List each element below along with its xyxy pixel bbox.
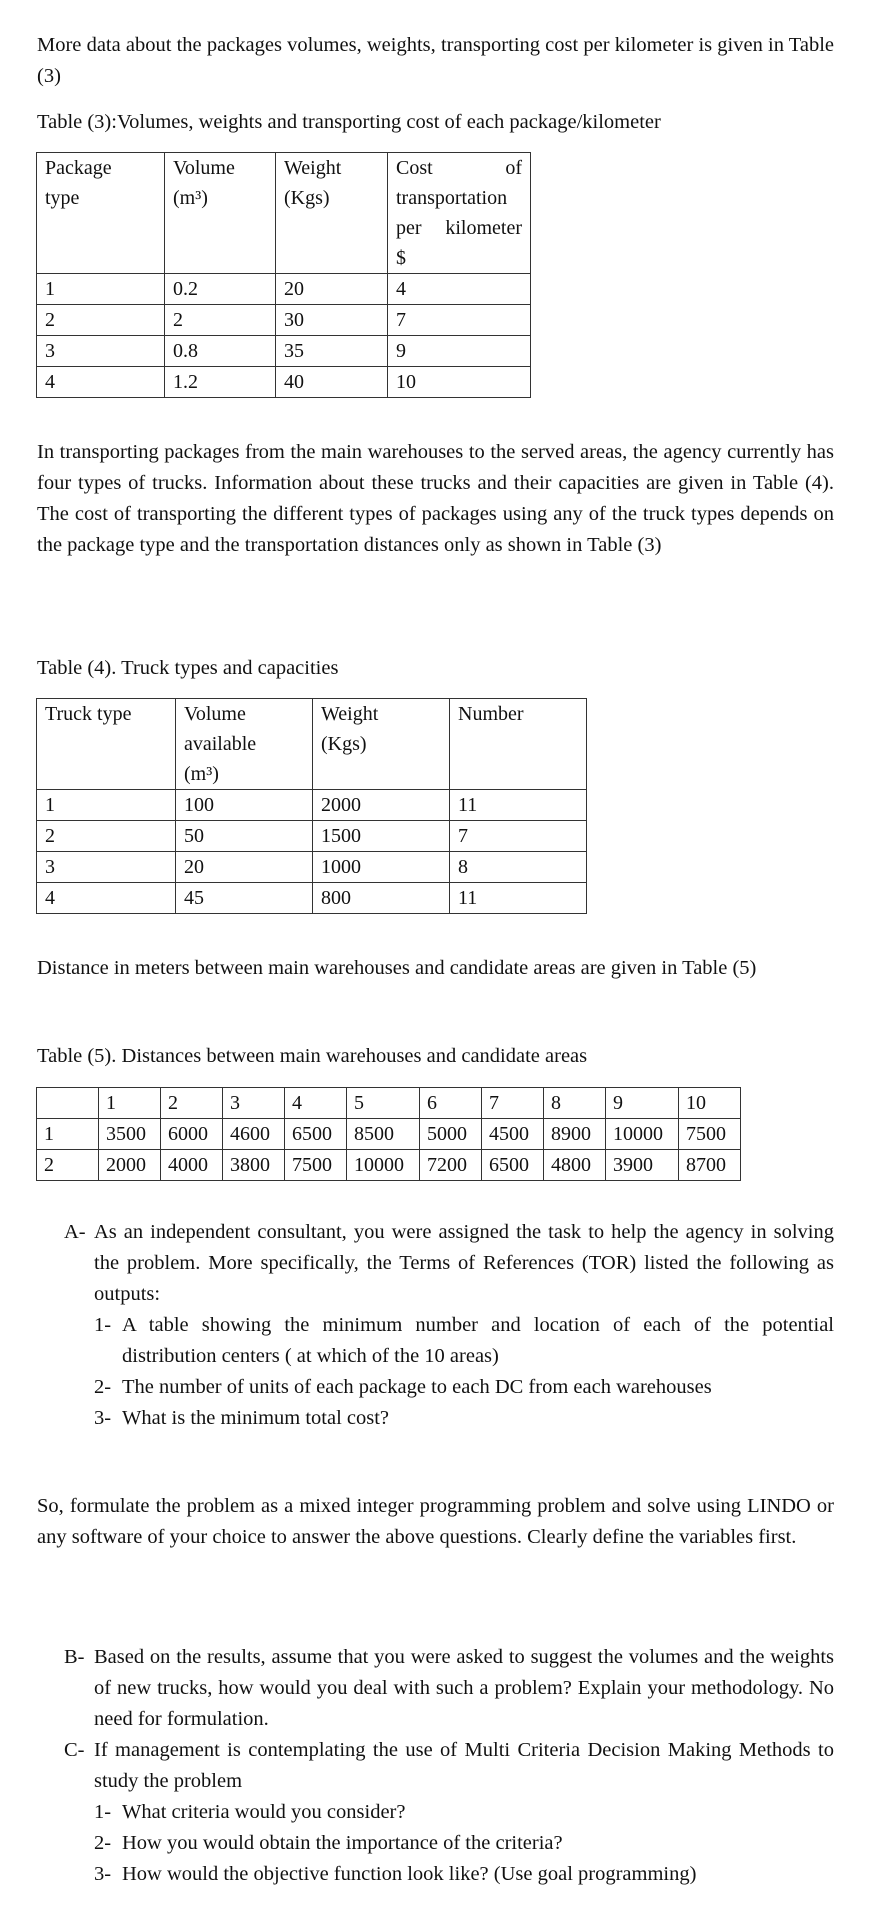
table-cell: 4000 — [161, 1150, 223, 1181]
header-text: Truck type — [45, 703, 132, 725]
table-cell: 7500 — [285, 1150, 347, 1181]
list-marker: 2- — [94, 1376, 112, 1398]
table-row — [37, 336, 531, 367]
table5-header-row — [37, 1088, 741, 1119]
list-marker: 2- — [94, 1832, 112, 1854]
table4-header-cell — [176, 699, 313, 790]
table-cell: 800 — [313, 883, 450, 914]
table-cell: 9 — [388, 336, 531, 367]
list-text: The number of units of each package to each DC from each warehouses — [122, 1376, 712, 1398]
list-marker: 1- — [94, 1314, 112, 1336]
table-cell: 7 — [482, 1088, 544, 1119]
list-item — [94, 1859, 834, 1890]
table-cell: 3 — [37, 852, 176, 883]
list-text: A table showing the minimum number and location of each of the potential distribution centers ( at which of the 10 areas) — [122, 1314, 834, 1367]
header-text: available — [184, 733, 257, 755]
table-cell — [37, 1088, 99, 1119]
table-cell: 4 — [37, 367, 165, 398]
table-cell: 11 — [450, 883, 587, 914]
list-marker: A- — [64, 1221, 86, 1243]
table-row — [37, 883, 587, 914]
table-cell: 1500 — [313, 821, 450, 852]
table-cell: 5000 — [420, 1119, 482, 1150]
table-cell: 35 — [276, 336, 388, 367]
table-cell: 6000 — [161, 1119, 223, 1150]
list-text: As an independent consultant, you were assigned the task to help the agency in solving the problem. More specifically, the Terms of References (TOR) listed the following as outputs: — [94, 1221, 834, 1305]
table-cell: 10 — [388, 367, 531, 398]
table4-caption: Table (4). Truck types and capacities — [37, 657, 339, 679]
table-cell: 3900 — [606, 1150, 679, 1181]
table-cell: 5 — [347, 1088, 420, 1119]
table-cell: 20 — [276, 274, 388, 305]
table-cell: 0.2 — [165, 274, 276, 305]
table-row — [37, 821, 587, 852]
header-text: Volume — [184, 703, 246, 725]
formulate-paragraph: So, formulate the problem as a mixed integer programming problem and solve using LINDO or any software of your choice to answer the above questions. Clearly define the variables first. — [37, 1495, 834, 1548]
header-text: type — [45, 187, 80, 209]
list-item — [94, 1310, 834, 1372]
table-row — [37, 305, 531, 336]
table-row — [37, 852, 587, 883]
table-cell: 40 — [276, 367, 388, 398]
table4 — [36, 698, 587, 914]
table-cell: 0.8 — [165, 336, 276, 367]
table-cell: 8500 — [347, 1119, 420, 1150]
list-text: Based on the results, assume that you were asked to suggest the volumes and the weights of new trucks, how would you deal with such a problem? Explain your methodology. No need for formulation. — [94, 1646, 834, 1730]
table-cell: 1.2 — [165, 367, 276, 398]
table3-caption: Table (3):Volumes, weights and transporting cost of each package/kilometer — [37, 111, 661, 133]
list-item — [94, 1403, 834, 1434]
table3-header-row — [37, 153, 531, 274]
table-cell: 6500 — [482, 1150, 544, 1181]
section-a-sublist — [64, 1310, 834, 1434]
list-item — [94, 1372, 834, 1403]
header-text: Package — [45, 157, 112, 179]
table-cell: 3800 — [223, 1150, 285, 1181]
table-cell: 3 — [37, 336, 165, 367]
table-row — [37, 790, 587, 821]
header-text: Cost of — [396, 157, 522, 179]
table3-header-cell — [37, 153, 165, 274]
trucks-paragraph: In transporting packages from the main warehouses to the served areas, the agency currently has four types of trucks. Information about these trucks and their capacities are given in Table (4). The cost of transporting the different types of packages using any of the truck types depends on the package type and the transportation distances only as shown in Table (3) — [37, 441, 834, 556]
table4-header-row — [37, 699, 587, 790]
table-cell: 4 — [285, 1088, 347, 1119]
table-cell: 2 — [37, 1150, 99, 1181]
header-text: Weight — [321, 703, 379, 725]
table-cell: 4 — [37, 883, 176, 914]
table-cell: 7 — [388, 305, 531, 336]
table-cell: 30 — [276, 305, 388, 336]
header-text: (m³) — [173, 187, 208, 209]
header-text: (Kgs) — [284, 187, 330, 209]
table-cell: 1000 — [313, 852, 450, 883]
table-cell: 7200 — [420, 1150, 482, 1181]
table-row — [37, 1150, 741, 1181]
table-cell: 8 — [544, 1088, 606, 1119]
table-cell: 20 — [176, 852, 313, 883]
table4-header-cell — [37, 699, 176, 790]
list-marker: 1- — [94, 1801, 112, 1823]
list-text: What is the minimum total cost? — [122, 1407, 390, 1429]
list-text: What criteria would you consider? — [122, 1801, 406, 1823]
table-cell: 6500 — [285, 1119, 347, 1150]
list-marker: C- — [64, 1739, 85, 1761]
section-bc — [64, 1642, 834, 1890]
table-cell: 7 — [450, 821, 587, 852]
table3-header-cell — [165, 153, 276, 274]
table5 — [36, 1087, 741, 1181]
table-cell: 10 — [679, 1088, 741, 1119]
header-text: $ — [396, 247, 406, 269]
list-text: How would the objective function look like? (Use goal programming) — [122, 1863, 697, 1885]
table-cell: 4500 — [482, 1119, 544, 1150]
table-cell: 10000 — [347, 1150, 420, 1181]
table-cell: 2 — [37, 305, 165, 336]
table-cell: 45 — [176, 883, 313, 914]
table-cell: 1 — [37, 1119, 99, 1150]
table-cell: 1 — [37, 790, 176, 821]
header-text: Weight — [284, 157, 342, 179]
table-cell: 8900 — [544, 1119, 606, 1150]
distance-paragraph: Distance in meters between main warehouses and candidate areas are given in Table (5) — [37, 957, 757, 979]
table-cell: 100 — [176, 790, 313, 821]
table-cell: 8 — [450, 852, 587, 883]
table-cell: 2 — [161, 1088, 223, 1119]
header-text: Volume — [173, 157, 235, 179]
table4-header-cell — [450, 699, 587, 790]
table-cell: 1 — [37, 274, 165, 305]
table-cell: 4 — [388, 274, 531, 305]
table-cell: 4600 — [223, 1119, 285, 1150]
table-cell: 11 — [450, 790, 587, 821]
table-cell: 7500 — [679, 1119, 741, 1150]
table4-header-cell — [313, 699, 450, 790]
table-cell: 10000 — [606, 1119, 679, 1150]
table-cell: 2 — [165, 305, 276, 336]
section-a — [64, 1217, 834, 1434]
section-c-sublist — [64, 1797, 834, 1890]
table5-caption: Table (5). Distances between main warehouses and candidate areas — [37, 1045, 588, 1067]
header-text: transportation — [396, 187, 508, 209]
table3 — [36, 152, 531, 398]
header-text: (m³) — [184, 763, 219, 785]
table-cell: 3500 — [99, 1119, 161, 1150]
list-marker: 3- — [94, 1407, 112, 1429]
table-cell: 2000 — [313, 790, 450, 821]
table-cell: 1 — [99, 1088, 161, 1119]
table-cell: 8700 — [679, 1150, 741, 1181]
list-marker: 3- — [94, 1863, 112, 1885]
table-row — [37, 274, 531, 305]
table-row — [37, 367, 531, 398]
list-text: If management is contemplating the use of Multi Criteria Decision Making Methods to study the problem — [94, 1739, 834, 1792]
table3-header-cell — [276, 153, 388, 274]
list-item — [64, 1642, 834, 1735]
table3-header-cell — [388, 153, 531, 274]
intro-paragraph: More data about the packages volumes, weights, transporting cost per kilometer is given in Table (3) — [37, 34, 834, 87]
list-text: How you would obtain the importance of the criteria? — [122, 1832, 563, 1854]
list-item — [64, 1217, 834, 1310]
table-cell: 2000 — [99, 1150, 161, 1181]
list-item — [94, 1797, 834, 1828]
table-cell: 4800 — [544, 1150, 606, 1181]
table-row — [37, 1119, 741, 1150]
list-item — [94, 1828, 834, 1859]
header-text: Number — [458, 703, 524, 725]
table-cell: 3 — [223, 1088, 285, 1119]
table-cell: 9 — [606, 1088, 679, 1119]
header-text: (Kgs) — [321, 733, 367, 755]
list-item — [64, 1735, 834, 1797]
table-cell: 50 — [176, 821, 313, 852]
table-cell: 6 — [420, 1088, 482, 1119]
table-cell: 2 — [37, 821, 176, 852]
list-marker: B- — [64, 1646, 85, 1668]
header-text: per kilometer — [396, 217, 522, 239]
